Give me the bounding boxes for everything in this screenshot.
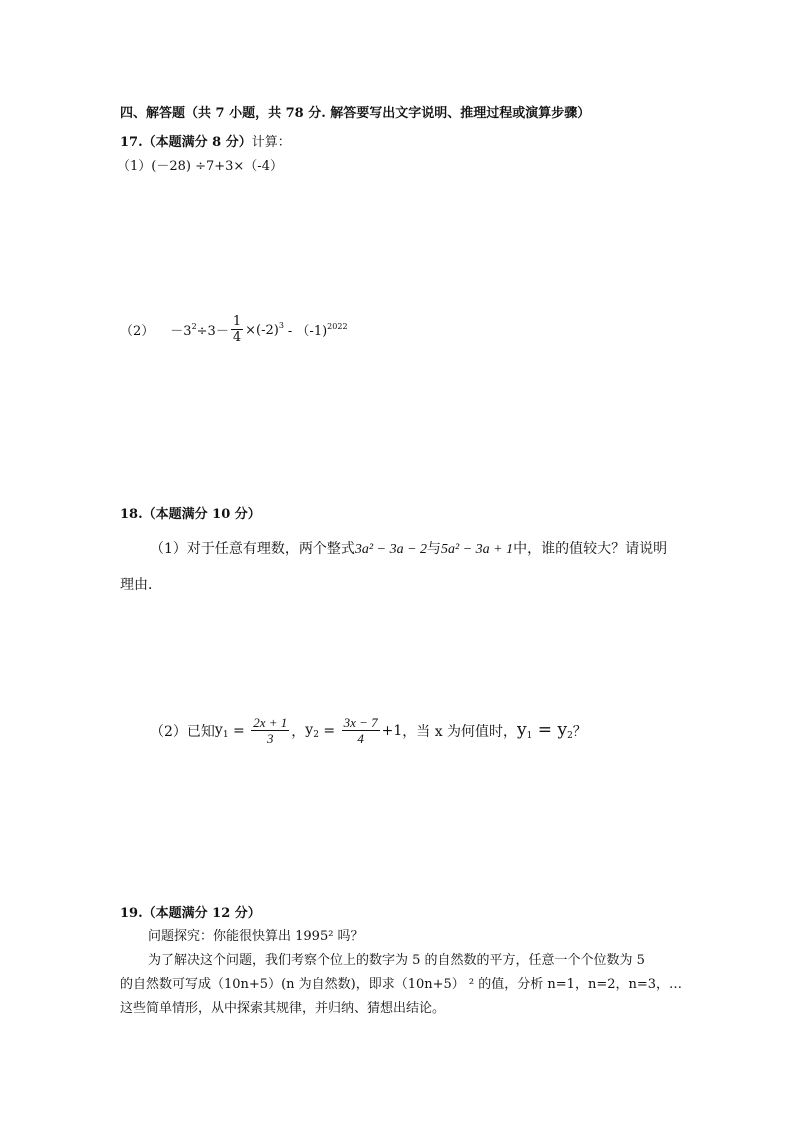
part2-term-c: $\times(-2)^3$ xyxy=(245,321,284,338)
question-19-title: 19.（本题满分 12 分） xyxy=(120,906,261,921)
polynomial-2: 5a² − 3a + 1 xyxy=(441,542,514,557)
separator: ， xyxy=(291,723,306,740)
question-19-line1: 问题探究：你能很快算出 1995² 吗？ xyxy=(148,929,364,944)
q18-part2-mid: ，当 x 为何值时， xyxy=(402,723,518,740)
question-17-part1: （1）(－28) ÷7+3×（-4） xyxy=(117,159,283,174)
q18-part1-text: （1）对于任意有理数，两个整式 xyxy=(150,541,355,557)
question-19-line4: 这些简单情形，从中探索其规律，并归纳、猜想出结论。 xyxy=(120,1001,446,1016)
part2-term-d: - （-1)$^{2022}$ xyxy=(287,322,348,339)
question-18-title: 18.（本题满分 10 分） xyxy=(120,507,261,522)
question-mark: ？ xyxy=(572,723,587,740)
section-heading: 四、解答题（共 7 小题，共 78 分. 解答要写出文字说明、推理过程或演算步骤） xyxy=(120,106,591,121)
equals-sign-2: = xyxy=(318,722,340,739)
question-19-line3: 的自然数可写成（10n+5）(n 为自然数)，即求（10n+5） ² 的值，分析 n=1，n=2，n=3，… xyxy=(120,977,683,992)
condition-equation: $y_1 = y_2$ xyxy=(517,720,573,741)
question-18-part1-line2: 理由． xyxy=(120,577,162,593)
fraction-y1: $\frac{2x + 1}{3}$ xyxy=(253,715,288,746)
question-17-part2-label: （2） xyxy=(120,324,155,339)
plus-one: +1 xyxy=(381,722,403,739)
q18-part1-tail: 中，谁的值较大？请说明 xyxy=(513,541,668,557)
part2-term-a: $-3^2$ xyxy=(170,322,197,339)
question-19-line2: 为了解决这个问题，我们考察个位上的数字为 5 的自然数的平方，任意一个个位数为 5 xyxy=(148,953,645,968)
question-17-part2 xyxy=(120,314,348,345)
y1-var: $y_1$ xyxy=(214,721,229,740)
question-17-header xyxy=(120,131,291,150)
question-17-title: 17.（本题满分 8 分） xyxy=(120,135,252,150)
y2-var: $y_2$ xyxy=(305,721,319,740)
q18-and: 与 xyxy=(427,541,442,557)
q18-part2-text: （2）已知 xyxy=(150,723,215,740)
fraction-y2: $\frac{3x - 7}{4}$ xyxy=(343,715,378,746)
question-17-title-tail: 计算： xyxy=(251,135,291,150)
part2-term-b: ÷3－ xyxy=(196,324,229,339)
part2-fraction: $\frac{1}{4}$ xyxy=(232,314,242,345)
question-18-part1 xyxy=(150,538,667,558)
question-18-part2 xyxy=(150,715,587,746)
equals-sign: = xyxy=(228,722,250,739)
polynomial-1: 3a² − 3a − 2 xyxy=(354,542,428,557)
